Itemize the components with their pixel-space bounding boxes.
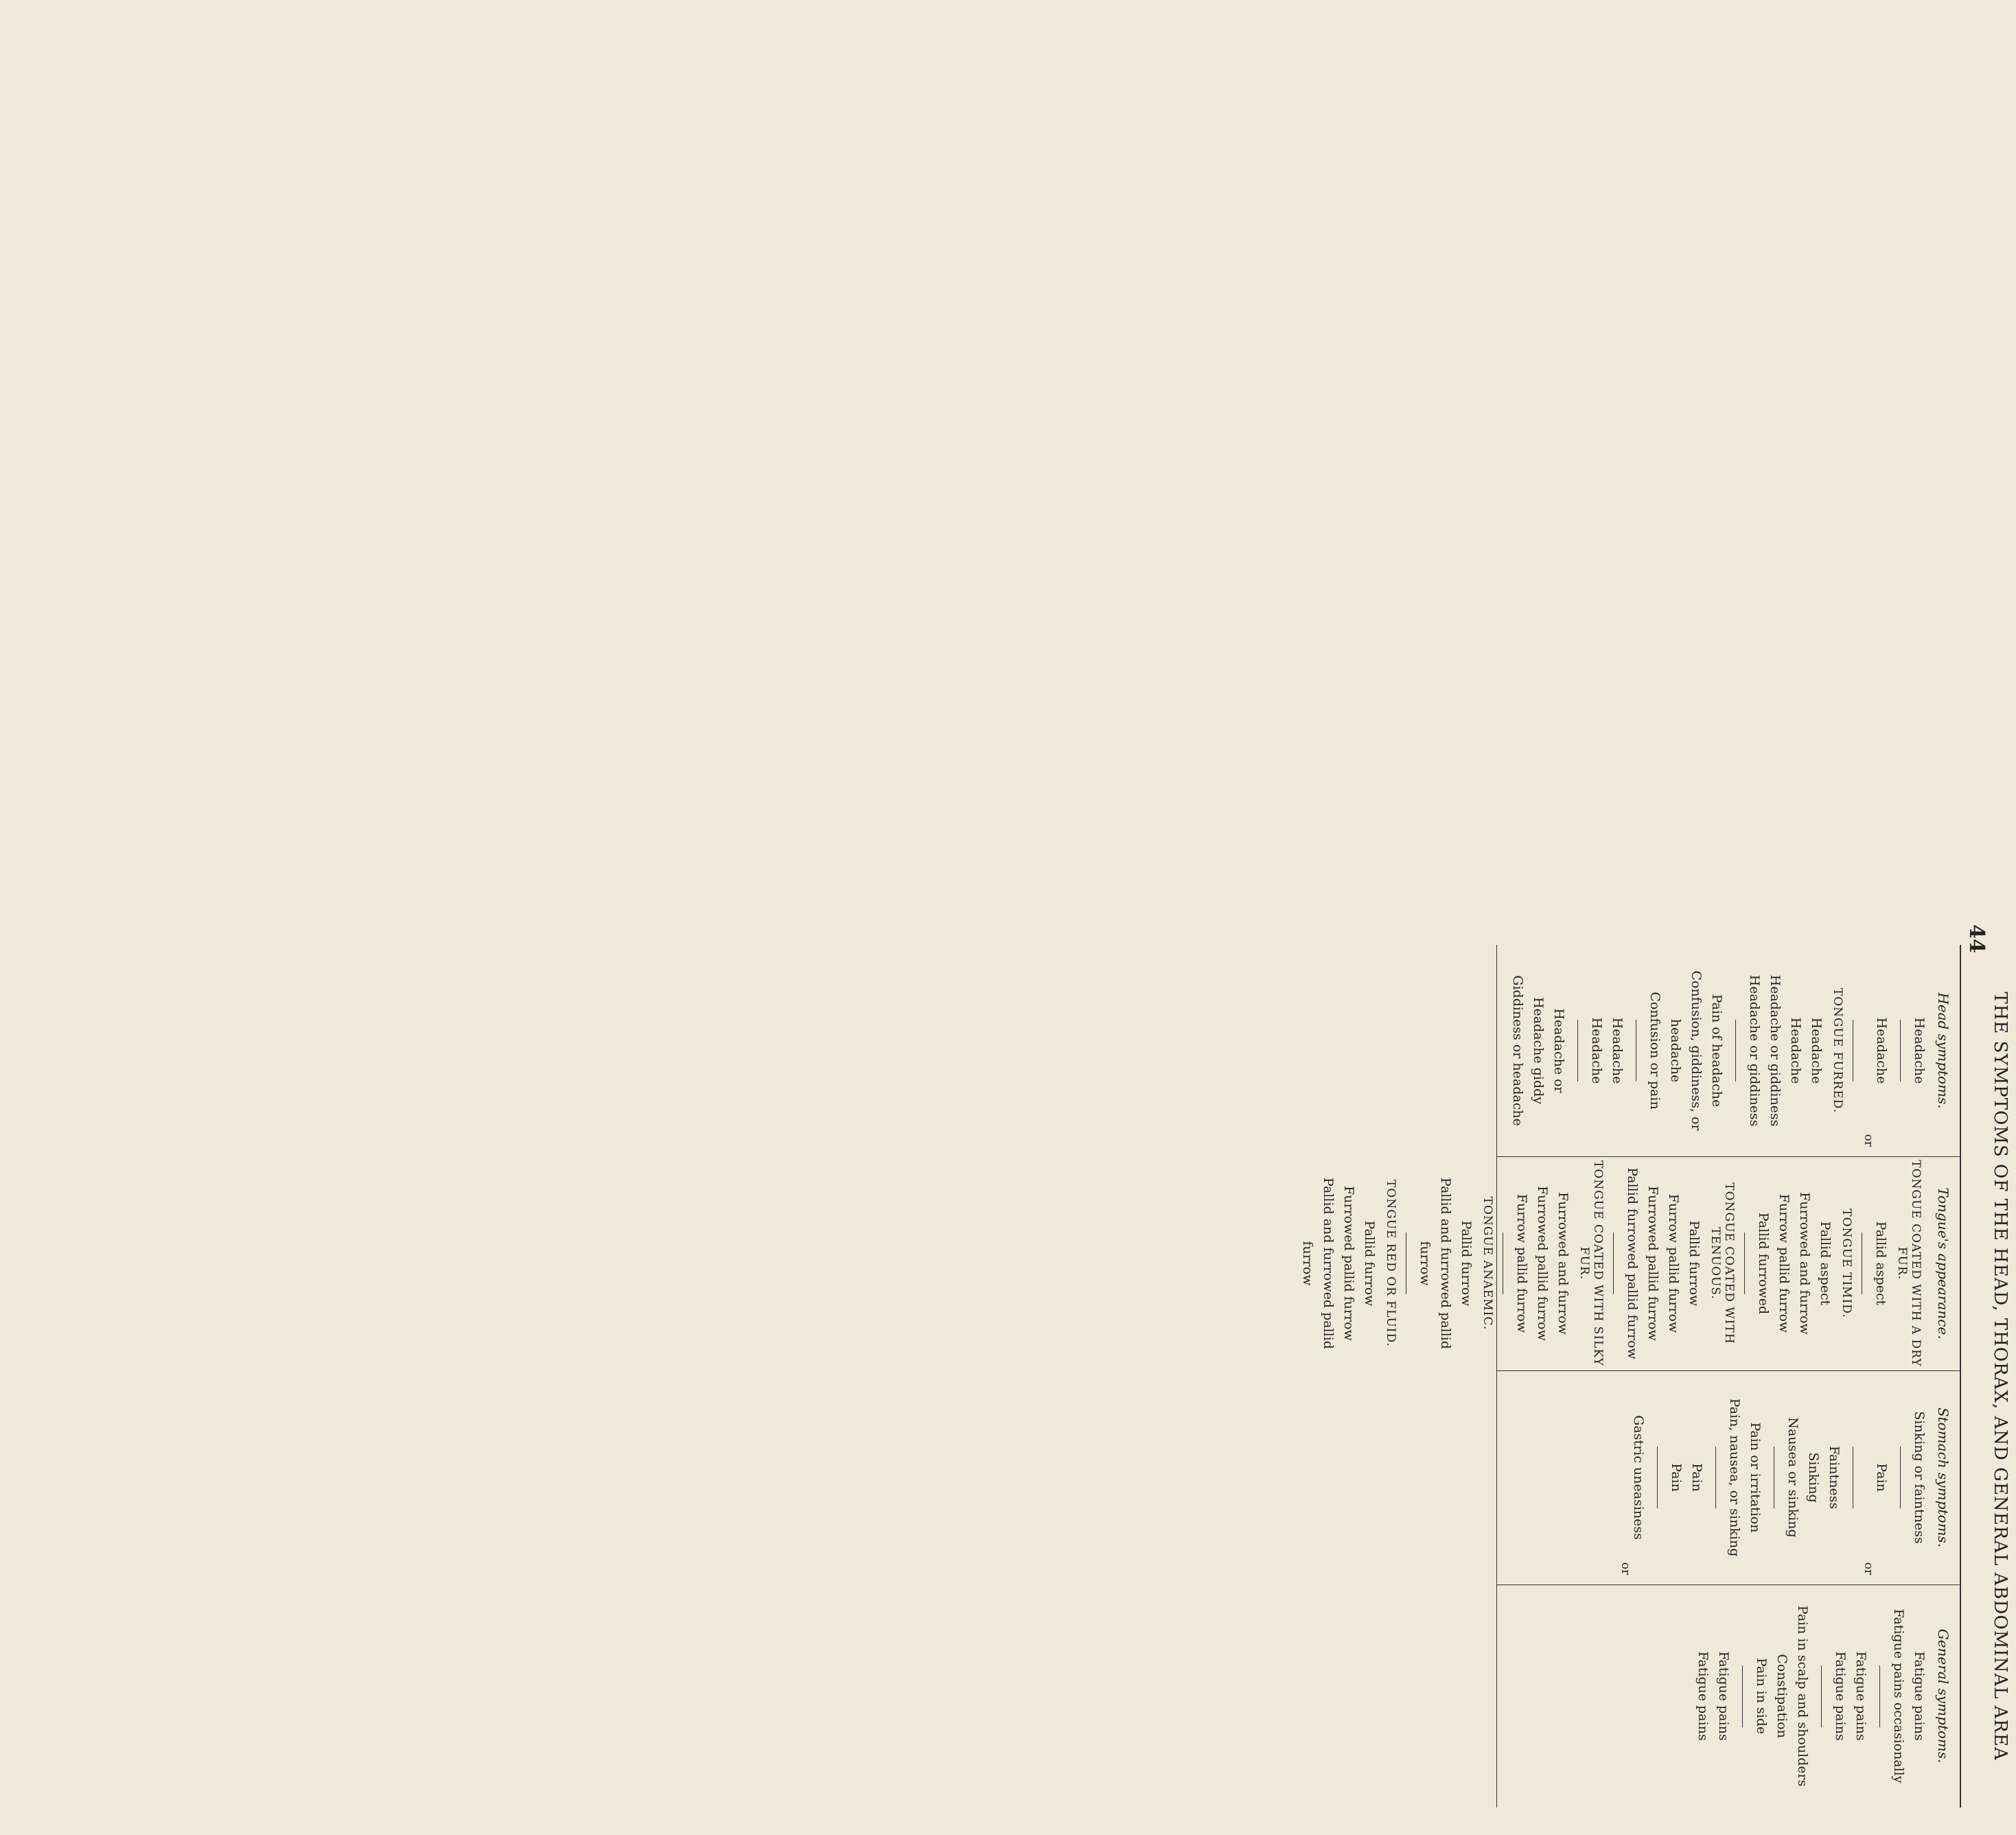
list-item: Headache or bbox=[1551, 1008, 1566, 1093]
list-item: or bbox=[1862, 1134, 1875, 1147]
list-item: Furrowed pallid furrow bbox=[1535, 1186, 1550, 1341]
list-item: Fatigue pains bbox=[1695, 1651, 1711, 1741]
top-rule bbox=[1960, 945, 1961, 1808]
table-section bbox=[1870, 1156, 1923, 1370]
bottom-rule bbox=[1496, 945, 1497, 1808]
table-section bbox=[1751, 1585, 1813, 1808]
table-section bbox=[1909, 1370, 1930, 1585]
list-item: Furrow pallid furrow bbox=[1666, 1193, 1681, 1333]
list-item: Pallid furrowed pallid furrow bbox=[1625, 1167, 1640, 1359]
table-section bbox=[1622, 1156, 1736, 1370]
table-section bbox=[1693, 1585, 1734, 1808]
list-item: Furrowed pallid furrow bbox=[1341, 1186, 1356, 1341]
list-item: Headache or giddiness bbox=[1747, 974, 1762, 1127]
list-item: Pain or irritation bbox=[1748, 1422, 1763, 1533]
list-item: Fatigue pains bbox=[1833, 1651, 1848, 1741]
section-title: TONGUE FURRED. bbox=[1831, 987, 1844, 1114]
list-item: Pallid and furrowed pallid furrow bbox=[1300, 1178, 1336, 1349]
column-heading: Stomach symptoms. bbox=[1935, 1407, 1951, 1548]
page-title: THE SYMPTOMS OF THE HEAD, THORAX, AND GENERAL ABDOMINAL AREA bbox=[1990, 992, 2011, 1761]
page bbox=[1300, 918, 2016, 1835]
list-item: Confusion, giddiness, or headache bbox=[1668, 970, 1704, 1131]
table-section bbox=[1507, 945, 1569, 1156]
list-item: Furrow pallid furrow bbox=[1514, 1193, 1529, 1333]
table-section bbox=[1666, 1370, 1707, 1585]
list-item: Headache bbox=[1874, 1017, 1889, 1084]
list-item: Constipation bbox=[1774, 1654, 1789, 1738]
list-item: Pain of headache bbox=[1709, 994, 1724, 1108]
table-section bbox=[1645, 945, 1727, 1156]
list-item: Pallid and furrowed pallid furrow bbox=[1417, 1178, 1453, 1349]
table-section bbox=[1511, 1156, 1605, 1370]
list-item: Furrowed and furrow bbox=[1797, 1192, 1812, 1335]
section-title: TONGUE COATED WITH TENUOUS. bbox=[1708, 1182, 1736, 1344]
section-divider bbox=[1744, 1232, 1745, 1294]
list-item: Nausea or sinking bbox=[1785, 1417, 1800, 1538]
list-item: Furrowed and furrow bbox=[1555, 1192, 1571, 1335]
list-item: Headache bbox=[1589, 1017, 1604, 1084]
list-item: Pain bbox=[1669, 1463, 1684, 1492]
table-section bbox=[1830, 1585, 1871, 1808]
section-divider bbox=[1715, 1447, 1716, 1508]
list-item: Pain, nausea, or sinking bbox=[1727, 1398, 1742, 1557]
list-item: Pain in scalp and shoulders bbox=[1795, 1605, 1810, 1787]
table-column bbox=[1503, 1585, 1956, 1808]
list-item: Pallid aspect bbox=[1818, 1221, 1833, 1306]
list-item: Pallid furrowed bbox=[1756, 1212, 1771, 1315]
table-column bbox=[1503, 1370, 1956, 1585]
list-item: Headache or giddiness bbox=[1768, 974, 1783, 1127]
section-title: TONGUE ANAEMIC. bbox=[1481, 1196, 1494, 1331]
column-heading: General symptoms. bbox=[1935, 1628, 1951, 1764]
list-item: Sinking bbox=[1806, 1452, 1821, 1503]
table-section bbox=[1744, 945, 1844, 1156]
table-section bbox=[1586, 945, 1627, 1156]
list-item: Giddiness or headache bbox=[1510, 975, 1525, 1126]
list-item: Headache giddy bbox=[1531, 996, 1546, 1105]
table-column bbox=[1300, 1156, 1956, 1370]
list-item: Gastric uneasiness bbox=[1631, 1415, 1646, 1540]
list-item: Headache bbox=[1912, 1017, 1927, 1084]
list-item: Furrow pallid furrow bbox=[1776, 1193, 1792, 1333]
section-divider bbox=[1821, 1665, 1822, 1727]
list-item: Pain bbox=[1689, 1463, 1704, 1492]
list-item: Pain bbox=[1874, 1463, 1889, 1492]
section-divider bbox=[1735, 1020, 1736, 1082]
section-divider bbox=[1742, 1665, 1743, 1727]
section-title: TONGUE COATED WITH A DRY FUR. bbox=[1895, 1160, 1923, 1367]
list-item: Fatigue pains bbox=[1716, 1651, 1731, 1741]
table-section bbox=[1783, 1370, 1844, 1585]
list-item: Fatigue pains bbox=[1853, 1651, 1868, 1741]
table-section bbox=[1724, 1370, 1765, 1585]
column-heading: Tongue's appearance. bbox=[1935, 1187, 1951, 1340]
list-item: Pallid furrow bbox=[1459, 1220, 1474, 1307]
table-column bbox=[1503, 945, 1956, 1156]
table-section bbox=[1862, 945, 1892, 1156]
list-item: Headache bbox=[1809, 1017, 1824, 1084]
page-number: 44 bbox=[1965, 924, 1989, 953]
table-section bbox=[1753, 1156, 1853, 1370]
column-heading: Head symptoms. bbox=[1935, 992, 1951, 1109]
section-divider bbox=[1577, 1020, 1578, 1082]
list-item: Pallid aspect bbox=[1873, 1221, 1888, 1306]
list-item: Pain in side bbox=[1754, 1657, 1769, 1735]
table-section bbox=[1909, 945, 1930, 1156]
table-section bbox=[1619, 1370, 1649, 1585]
section-divider bbox=[1879, 1665, 1880, 1727]
section-divider bbox=[1900, 1447, 1901, 1508]
list-item: Faintness bbox=[1827, 1445, 1842, 1510]
list-item: or bbox=[1862, 1562, 1875, 1575]
list-item: Fatigue pains occasionally bbox=[1891, 1609, 1906, 1784]
list-item: Pallid furrow bbox=[1362, 1220, 1377, 1307]
section-divider bbox=[1900, 1020, 1901, 1082]
section-title: TONGUE COATED WITH SILKY FUR. bbox=[1577, 1160, 1605, 1366]
section-title: TONGUE TIMID. bbox=[1840, 1208, 1853, 1318]
section-title: TONGUE RED OR FLUID. bbox=[1384, 1180, 1398, 1347]
list-item: Sinking or faintness bbox=[1912, 1411, 1927, 1544]
table-section bbox=[1297, 1156, 1398, 1370]
list-item: Headache bbox=[1610, 1017, 1625, 1084]
section-divider bbox=[1657, 1447, 1658, 1508]
table-section bbox=[1888, 1585, 1930, 1808]
list-item: Pallid furrow bbox=[1687, 1220, 1702, 1307]
list-item: Fatigue pains bbox=[1912, 1651, 1927, 1741]
list-item: Headache bbox=[1788, 1017, 1803, 1084]
table-section bbox=[1415, 1156, 1494, 1370]
list-item: Furrowed pallid furrow bbox=[1645, 1186, 1660, 1341]
list-item: or bbox=[1619, 1562, 1632, 1575]
table-section bbox=[1862, 1370, 1892, 1585]
list-item: Confusion or pain bbox=[1647, 992, 1662, 1110]
section-divider bbox=[1613, 1232, 1614, 1294]
